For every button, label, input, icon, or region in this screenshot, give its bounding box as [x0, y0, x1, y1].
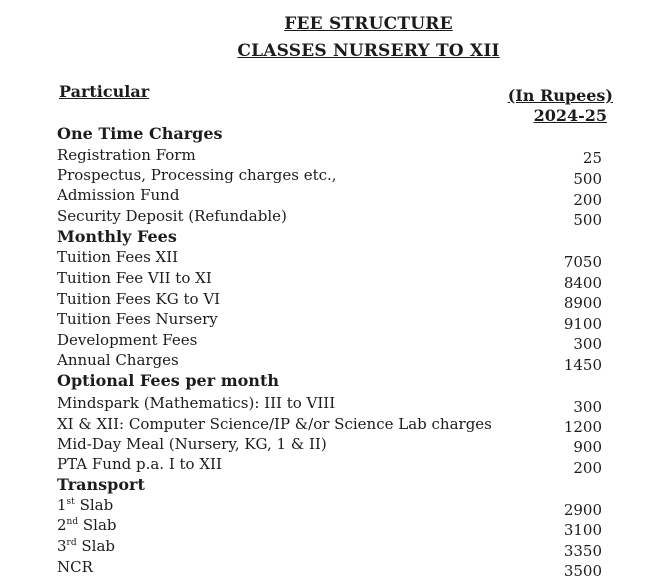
fee-label: Prospectus, Processing charges etc., [57, 166, 337, 184]
fee-label: Security Deposit (Refundable) [57, 207, 287, 225]
fee-label: Tuition Fees Nursery [57, 310, 218, 328]
section-heading-optional: Optional Fees per month [57, 371, 279, 390]
fee-amount: 3100 [563, 521, 602, 539]
fee-label: 1st Slab [57, 496, 114, 514]
fee-amount: 8400 [563, 274, 602, 292]
fee-label: 2nd Slab [57, 516, 117, 534]
fee-amount: 300 [573, 398, 602, 416]
fee-amount: 200 [573, 459, 602, 477]
fee-label: Annual Charges [57, 351, 179, 369]
fee-amount: 300 [573, 335, 602, 353]
fee-amount: 3500 [563, 562, 602, 580]
fee-label: Tuition Fee VII to XI [57, 269, 212, 287]
fee-label: XI & XII: Computer Science/IP &/or Science Lab charges [57, 415, 492, 433]
fee-label: PTA Fund p.a. I to XII [57, 455, 222, 473]
fee-label: Mid-Day Meal (Nursery, KG, 1 & II) [57, 435, 327, 453]
fee-amount: 8900 [563, 294, 602, 312]
fee-amount: 200 [573, 191, 602, 209]
fee-amount: 2900 [563, 501, 602, 519]
document-subtitle: CLASSES NURSERY TO XII [237, 41, 500, 61]
fee-label: Tuition Fees XII [57, 248, 179, 266]
particular-header: Particular [59, 82, 150, 101]
fee-amount: 1450 [563, 356, 602, 374]
section-heading-monthly: Monthly Fees [57, 227, 177, 246]
fee-label: Mindspark (Mathematics): III to VIII [57, 394, 336, 412]
fee-label: Admission Fund [57, 186, 180, 204]
fee-amount: 7050 [563, 253, 602, 271]
fee-amount: 1200 [563, 418, 602, 436]
year-header: 2024-25 [533, 106, 607, 125]
section-heading-transport: Transport [57, 475, 145, 494]
fee-amount: 500 [573, 170, 602, 188]
fee-amount: 9100 [563, 315, 602, 333]
fee-label: Registration Form [57, 146, 196, 164]
fee-amount: 900 [573, 438, 602, 456]
fee-label: Development Fees [57, 331, 198, 349]
fee-label: Tuition Fees KG to VI [57, 290, 221, 308]
unit-header: (In Rupees) [507, 86, 613, 105]
fee-amount: 3350 [563, 542, 602, 560]
fee-label: NCR [57, 558, 93, 576]
fee-amount: 25 [582, 149, 602, 167]
fee-label: 3rd Slab [57, 537, 116, 555]
fee-amount: 500 [573, 211, 602, 229]
section-heading-one-time: One Time Charges [57, 124, 223, 143]
document-title: FEE STRUCTURE [284, 14, 453, 34]
